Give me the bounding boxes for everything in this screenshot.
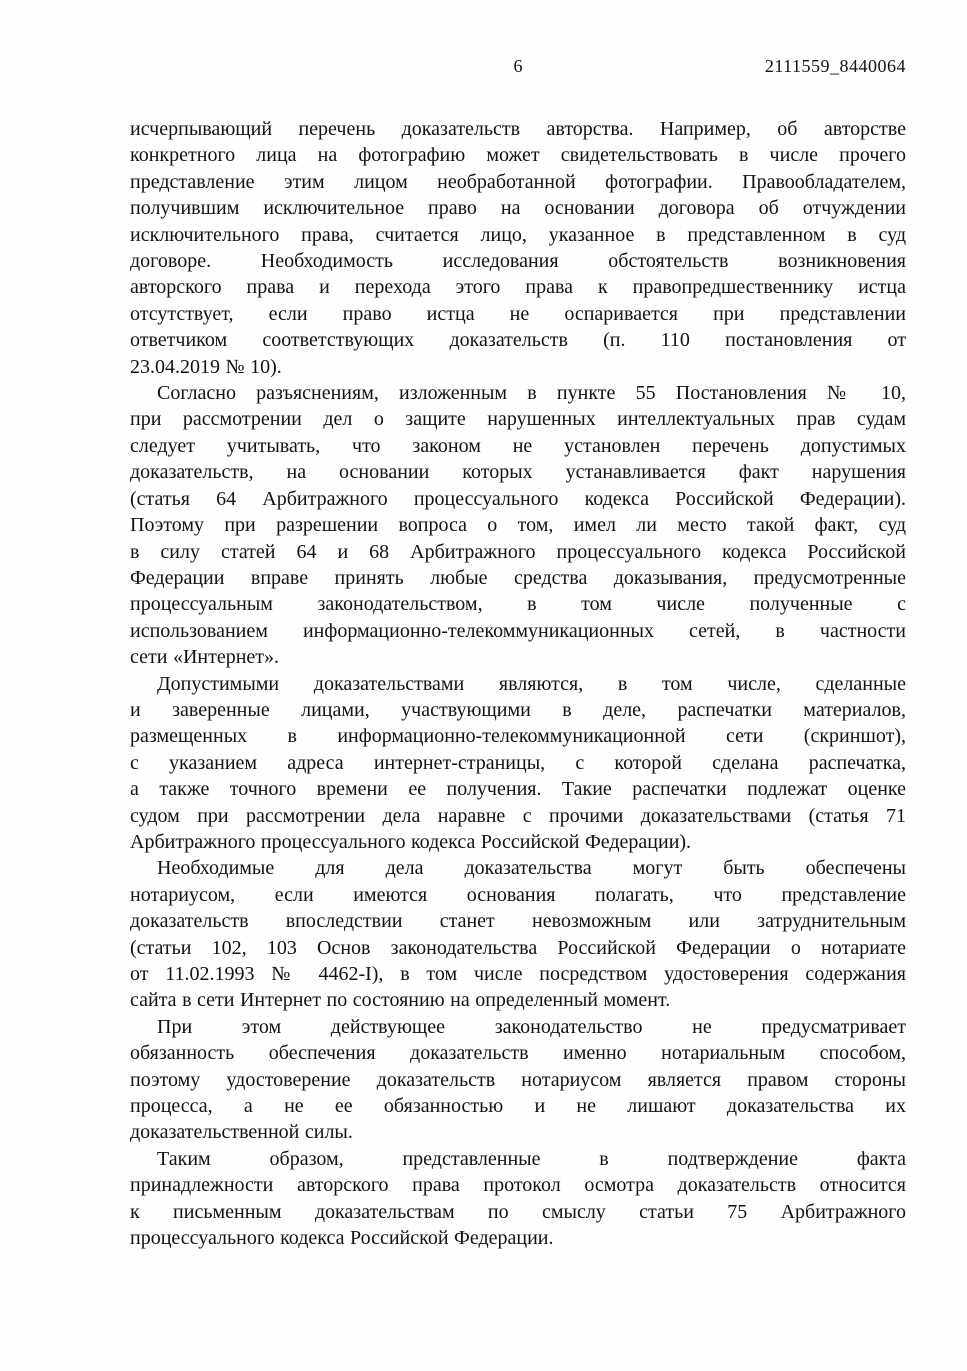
text-line: сети «Интернет». (130, 646, 280, 669)
text-line: Необходимые для дела доказательства могут быть обеспечены (157, 857, 906, 880)
text-line: процессуальным законодательством, в том числе полученные с (130, 593, 906, 616)
text-line: судом при рассмотрении дела наравне с прочими доказательствами (статья 71 (130, 804, 906, 827)
text-line: доказательств впоследствии станет невозможным или затруднительным (130, 910, 906, 933)
paragraph (130, 855, 906, 1013)
text-line: а также точного времени ее получения. Такие распечатки подлежат оценке (130, 778, 906, 801)
text-line: и заверенные лицами, участвующими в деле, распечатки материалов, (130, 698, 906, 721)
text-line: процессуального кодекса Российской Федерации. (130, 1227, 554, 1250)
text-line: получившим исключительное право на основании договора об отчуждении (130, 197, 906, 220)
text-line: доказательств, на основании которых устанавливается факт нарушения (130, 461, 906, 484)
text-line: сайта в сети Интернет по состоянию на определенный момент. (130, 989, 671, 1012)
text-line: процесса, а не ее обязанностью и не лишают доказательства их (130, 1095, 906, 1118)
text-line: Арбитражного процессуального кодекса Российской Федерации). (130, 830, 692, 853)
text-line: Федерации вправе принять любые средства доказывания, предусмотренные (130, 566, 906, 589)
document-body (130, 116, 906, 1251)
text-line: исключительного права, считается лицо, указанное в представленном в суд (130, 223, 906, 246)
text-line: при рассмотрении дел о защите нарушенных интеллектуальных прав судам (130, 408, 906, 431)
text-line: договоре. Необходимость исследования обстоятельств возникновения (130, 250, 906, 273)
text-line: Поэтому при разрешении вопроса о том, имел ли место такой факт, суд (130, 514, 906, 537)
text-line: исчерпывающий перечень доказательств авторства. Например, об авторстве (130, 118, 906, 140)
text-line: Согласно разъяснениям, изложенным в пункте 55 Постановления № 10, (157, 382, 906, 405)
text-line: ответчиком соответствующих доказательств (п. 110 постановления от (130, 329, 906, 352)
paragraph (130, 1014, 906, 1146)
text-line: нотариусом, если имеются основания полагать, что представление (130, 883, 906, 906)
text-line: доказательственной силы. (130, 1121, 353, 1144)
page-number: 6 (513, 56, 523, 76)
text-line: размещенных в информационно-телекоммуникационной сети (скриншот), (130, 725, 906, 748)
text-line: от 11.02.1993 № 4462-I), в том числе посредством удостоверения содержания (130, 963, 906, 985)
paragraph (130, 1146, 906, 1252)
document-id: 2111559_8440064 (764, 56, 906, 76)
text-line: Допустимыми доказательствами являются, в том числе, сделанные (157, 672, 906, 695)
text-line: (статьи 102, 103 Основ законодательства Российской Федерации о нотариате (130, 936, 906, 959)
paragraph (130, 380, 906, 670)
page-header (130, 55, 906, 79)
text-line: использованием информационно-телекоммуникационных сетей, в частности (130, 619, 906, 642)
text-line: с указанием адреса интернет-страницы, с которой сделана распечатка, (130, 751, 906, 774)
text-line: поэтому удостоверение доказательств нотариусом является правом стороны (130, 1068, 906, 1091)
text-line: 23.04.2019 № 10). (130, 355, 282, 378)
text-line: отсутствует, если право истца не оспаривается при представлении (130, 302, 906, 325)
text-line: При этом действующее законодательство не предусматривает (157, 1015, 906, 1038)
text-line: авторского права и перехода этого права к правопредшественнику истца (130, 276, 906, 299)
text-line: следует учитывать, что законом не установлен перечень допустимых (130, 434, 906, 457)
paragraph (130, 116, 906, 380)
text-line: конкретного лица на фотографию может свидетельствовать в числе прочего (130, 144, 906, 167)
text-line: принадлежности авторского права протокол осмотра доказательств относится (130, 1174, 906, 1197)
text-line: в силу статей 64 и 68 Арбитражного процессуального кодекса Российской (130, 540, 906, 563)
text-line: (статья 64 Арбитражного процессуального кодекса Российской Федерации). (130, 487, 906, 510)
text-line: представление этим лицом необработанной фотографии. Правообладателем, (130, 170, 906, 193)
text-line: обязанность обеспечения доказательств именно нотариальным способом, (130, 1042, 906, 1065)
text-line: Таким образом, представленные в подтверждение факта (157, 1147, 906, 1170)
paragraph (130, 671, 906, 856)
text-line: к письменным доказательствам по смыслу статьи 75 Арбитражного (130, 1200, 906, 1223)
